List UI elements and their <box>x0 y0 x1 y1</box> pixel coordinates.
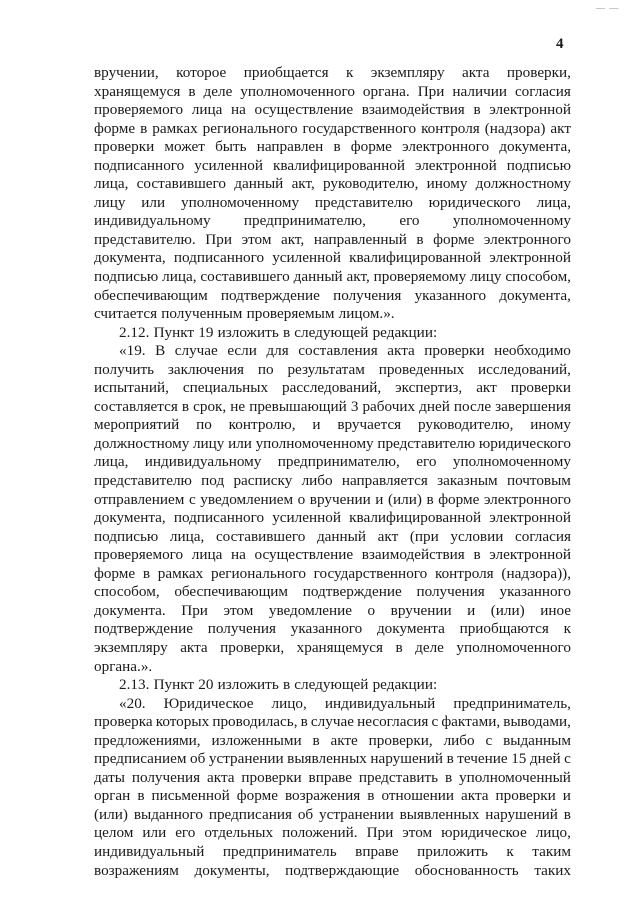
text-line: хранящемуся в деле уполномоченного органа. При наличии согласия <box>94 82 571 100</box>
text-line: орган в письменной форме возражения в отношении акта проверки и <box>94 787 571 805</box>
text-line: подписью лица, составившего данный акт (при условии согласия <box>94 527 571 545</box>
text-line: индивидуальному предпринимателю, его уполномоченному <box>94 212 571 230</box>
text-line: предложениями, изложенными в акте проверки, либо с выданным <box>94 731 571 749</box>
text-line: «19. В случае если для составления акта проверки необходимо <box>119 342 571 360</box>
text-line: мероприятий по контролю, и вручается руководителю, иному <box>94 416 571 434</box>
text-line: (или) выданного предписания об устранении выявленных нарушений в <box>94 805 571 823</box>
page-number: 4 <box>556 36 564 52</box>
corner-mark: — — <box>596 3 620 13</box>
text-line: представителю. При этом акт, направленный в форме электронного <box>94 230 571 248</box>
text-line: лицу или уполномоченному представителю юридического лица, <box>94 193 571 211</box>
text-line: возражениям документы, подтверждающие обоснованность таких <box>94 861 571 879</box>
text-line: даты получения акта проверки вправе представить в уполномоченный <box>94 768 571 786</box>
text-line: представителю под расписку либо направляется заказным почтовым <box>94 472 571 490</box>
text-line: лица, составившего данный акт, руководителю, иному должностному <box>94 175 571 193</box>
text-line: лица, индивидуальному предпринимателю, его уполномоченному <box>94 453 571 471</box>
text-line: вручении, которое приобщается к экземпляру акта проверки, <box>94 64 571 81</box>
text-line: документа, подписанного усиленной квалифицированной электронной <box>94 509 571 527</box>
text-line: 2.13. Пункт 20 изложить в следующей редакции: <box>119 676 438 694</box>
text-line: получить заключения по результатам проведенных исследований, <box>94 360 571 378</box>
document-body <box>94 64 571 880</box>
text-line: 2.12. Пункт 19 изложить в следующей редакции: <box>119 323 438 341</box>
text-line: форме в рамках регионального государственного контроля (надзора)), <box>94 564 571 582</box>
text-line: экземпляру акта проверки, хранящемуся в деле уполномоченного <box>94 638 571 656</box>
text-line: индивидуальный предприниматель вправе приложить к таким <box>94 842 571 860</box>
text-line: должностному лицу или уполномоченному представителю юридического <box>94 434 571 452</box>
text-line: форме в рамках регионального государственного контроля (надзора) акт <box>94 119 571 137</box>
text-line: обеспечивающим подтверждение получения указанного документа, <box>94 286 571 304</box>
text-line: способом, обеспечивающим подтверждение получения указанного <box>94 583 571 601</box>
text-line: составляется в срок, не превышающий 3 рабочих дней после завершения <box>94 397 571 415</box>
text-line: испытаний, специальных расследований, экспертиз, акт проверки <box>94 379 571 397</box>
text-line: документа. При этом уведомление о вручении и (или) иное <box>94 601 571 619</box>
text-line: «20. Юридическое лицо, индивидуальный предприниматель, <box>119 694 571 712</box>
text-line: документа, подписанного усиленной квалифицированной электронной <box>94 249 571 267</box>
text-line: проверяемого лица на осуществление взаимодействия в электронной <box>94 546 571 564</box>
text-line: органа.». <box>94 657 153 675</box>
text-line: предписанием об устранении выявленных нарушений в течение 15 дней с <box>94 750 571 768</box>
text-line: подписанного усиленной квалифицированной электронной подписью <box>94 156 571 174</box>
text-line: подписью лица, составившего данный акт, проверяемому лицу способом, <box>94 268 571 286</box>
text-line: подтверждение получения указанного документа приобщаются к <box>94 620 571 638</box>
text-line: проверки может быть направлен в форме электронного документа, <box>94 138 571 156</box>
text-line: целом или его отдельных положений. При этом юридическое лицо, <box>94 824 571 842</box>
text-line: считается полученным проверяемым лицом.». <box>94 305 395 323</box>
text-line: проверяемого лица на осуществление взаимодействия в электронной <box>94 101 571 119</box>
text-line: проверка которых проводилась, в случае несогласия с фактами, выводами, <box>94 713 571 731</box>
text-line: отправлением с уведомлением о вручении и (или) в форме электронного <box>94 490 571 508</box>
